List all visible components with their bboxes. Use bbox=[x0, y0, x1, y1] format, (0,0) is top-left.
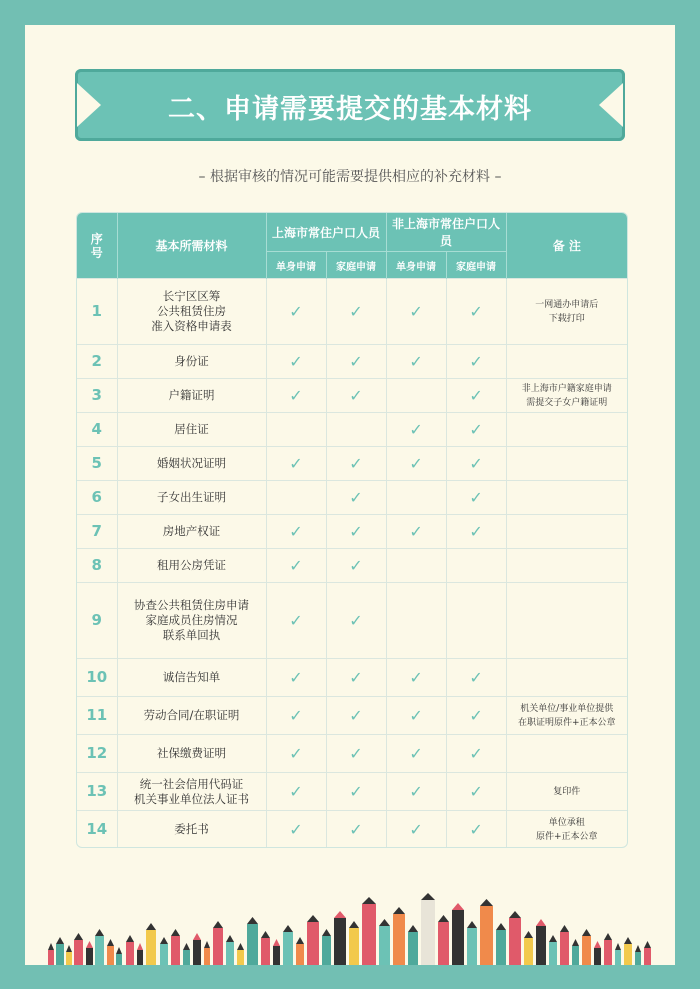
remark bbox=[506, 659, 627, 697]
material-name: 身份证 bbox=[117, 345, 266, 379]
check-nonresident-single bbox=[386, 583, 446, 659]
check-nonresident-family bbox=[446, 735, 506, 773]
check-resident-single bbox=[266, 379, 326, 413]
skyline-roof bbox=[362, 897, 376, 904]
skyline-building bbox=[171, 936, 180, 965]
check-icon: ✓ bbox=[469, 522, 483, 541]
check-resident-single bbox=[266, 481, 326, 515]
remark: 复印件 bbox=[506, 773, 627, 811]
check-nonresident-single bbox=[386, 659, 446, 697]
skyline-building bbox=[273, 946, 280, 965]
check-nonresident-single bbox=[386, 345, 446, 379]
skyline-roof bbox=[283, 925, 293, 932]
check-icon: ✓ bbox=[349, 820, 363, 840]
skyline-roof bbox=[408, 925, 418, 932]
header-remark: 备 注 bbox=[506, 213, 627, 279]
material-name: 协查公共租赁住房申请 家庭成员住房情况 联系单回执 bbox=[117, 583, 266, 659]
materials-table-body bbox=[77, 279, 627, 849]
check-icon: ✓ bbox=[349, 611, 363, 630]
table-row bbox=[77, 549, 627, 583]
remark bbox=[506, 735, 627, 773]
check-nonresident-family bbox=[446, 811, 506, 849]
skyline-roof bbox=[644, 941, 651, 948]
skyline-building bbox=[467, 928, 477, 965]
check-icon: ✓ bbox=[409, 522, 423, 541]
header-group-nonresident: 非上海市常住户口人员 bbox=[386, 213, 506, 252]
table-row bbox=[77, 279, 627, 345]
skyline-building bbox=[116, 954, 122, 965]
check-icon: ✓ bbox=[469, 386, 483, 405]
remark bbox=[506, 515, 627, 549]
check-nonresident-single bbox=[386, 811, 446, 849]
skyline-building bbox=[624, 944, 632, 965]
check-icon: ✓ bbox=[409, 782, 423, 801]
check-icon: ✓ bbox=[289, 556, 303, 575]
skyline-building bbox=[421, 900, 435, 965]
check-icon: ✓ bbox=[289, 782, 303, 801]
table-row bbox=[77, 345, 627, 379]
skyline-roof bbox=[322, 929, 331, 936]
check-icon: ✓ bbox=[349, 782, 363, 801]
table-row bbox=[77, 447, 627, 481]
skyline-roof bbox=[48, 943, 54, 950]
check-icon: ✓ bbox=[289, 744, 303, 763]
check-nonresident-single bbox=[386, 379, 446, 413]
check-icon: ✓ bbox=[409, 706, 423, 725]
skyline-building bbox=[283, 932, 293, 965]
material-name: 社保缴费证明 bbox=[117, 735, 266, 773]
check-icon: ✓ bbox=[409, 744, 423, 763]
table-row bbox=[77, 413, 627, 447]
skyline-roof bbox=[467, 921, 477, 928]
row-number: 10 bbox=[77, 659, 117, 697]
skyline-roof bbox=[560, 925, 569, 932]
check-icon: ✓ bbox=[469, 706, 483, 725]
table-row bbox=[77, 515, 627, 549]
skyline-building bbox=[549, 942, 557, 965]
check-icon: ✓ bbox=[469, 302, 483, 321]
row-number: 14 bbox=[77, 811, 117, 849]
skyline-building bbox=[137, 950, 143, 965]
header-family-resident: 家庭申请 bbox=[326, 252, 386, 279]
skyline-roof bbox=[594, 941, 601, 948]
check-resident-single bbox=[266, 583, 326, 659]
skyline-building bbox=[480, 906, 493, 965]
check-nonresident-family bbox=[446, 279, 506, 345]
remark bbox=[506, 345, 627, 379]
skyline-building bbox=[107, 946, 114, 965]
check-icon: ✓ bbox=[469, 488, 483, 507]
skyline-roof bbox=[116, 947, 122, 954]
check-icon: ✓ bbox=[349, 706, 363, 725]
skyline-roof bbox=[624, 937, 632, 944]
skyline-building bbox=[524, 938, 533, 965]
skyline-roof bbox=[582, 929, 591, 936]
check-nonresident-family bbox=[446, 659, 506, 697]
skyline-building bbox=[594, 948, 601, 965]
skyline-building bbox=[95, 936, 104, 965]
check-nonresident-family bbox=[446, 447, 506, 481]
row-number: 1 bbox=[77, 279, 117, 345]
check-icon: ✓ bbox=[409, 820, 423, 840]
material-name: 租用公房凭证 bbox=[117, 549, 266, 583]
material-name: 户籍证明 bbox=[117, 379, 266, 413]
check-resident-family bbox=[326, 413, 386, 447]
check-nonresident-family bbox=[446, 583, 506, 659]
page-title: 二、申请需要提交的基本材料 bbox=[168, 94, 532, 125]
row-number: 13 bbox=[77, 773, 117, 811]
city-skyline-illustration bbox=[40, 870, 660, 965]
check-resident-single bbox=[266, 447, 326, 481]
skyline-building bbox=[509, 918, 521, 965]
check-nonresident-single bbox=[386, 413, 446, 447]
check-icon: ✓ bbox=[469, 420, 483, 439]
skyline-building bbox=[408, 932, 418, 965]
skyline-building bbox=[615, 950, 621, 965]
remark: 非上海市户籍家庭申请 需提交子女户籍证明 bbox=[506, 379, 627, 413]
table-row bbox=[77, 379, 627, 413]
material-name: 子女出生证明 bbox=[117, 481, 266, 515]
skyline-building bbox=[48, 950, 54, 965]
row-number: 11 bbox=[77, 697, 117, 735]
skyline-roof bbox=[193, 933, 201, 940]
check-nonresident-single bbox=[386, 515, 446, 549]
check-resident-family bbox=[326, 583, 386, 659]
remark: 一网通办申请后 下载打印 bbox=[506, 279, 627, 345]
check-resident-family bbox=[326, 481, 386, 515]
skyline-building bbox=[261, 938, 270, 965]
skyline-building bbox=[226, 942, 234, 965]
skyline-building bbox=[379, 926, 390, 965]
table-row bbox=[77, 583, 627, 659]
check-icon: ✓ bbox=[349, 556, 363, 575]
skyline-roof bbox=[509, 911, 521, 918]
header-family-nonresident: 家庭申请 bbox=[446, 252, 506, 279]
check-nonresident-single bbox=[386, 481, 446, 515]
page-subtitle: – 根据审核的情况可能需要提供相应的补充材料 – bbox=[198, 169, 502, 185]
check-nonresident-family bbox=[446, 379, 506, 413]
header-material: 基本所需材料 bbox=[117, 213, 266, 279]
check-nonresident-single bbox=[386, 447, 446, 481]
skyline-building bbox=[452, 910, 464, 965]
skyline-building bbox=[393, 914, 405, 965]
row-number: 9 bbox=[77, 583, 117, 659]
row-number: 4 bbox=[77, 413, 117, 447]
check-nonresident-single bbox=[386, 773, 446, 811]
skyline-roof bbox=[549, 935, 557, 942]
row-number: 8 bbox=[77, 549, 117, 583]
check-icon: ✓ bbox=[349, 352, 363, 371]
skyline-building bbox=[334, 918, 346, 965]
skyline-building bbox=[160, 944, 168, 965]
skyline-roof bbox=[307, 915, 319, 922]
check-resident-family bbox=[326, 447, 386, 481]
skyline-building bbox=[349, 928, 359, 965]
skyline-roof bbox=[66, 945, 72, 952]
check-nonresident-single bbox=[386, 279, 446, 345]
check-resident-family bbox=[326, 659, 386, 697]
remark bbox=[506, 413, 627, 447]
skyline-roof bbox=[146, 923, 156, 930]
skyline-roof bbox=[536, 919, 546, 926]
skyline-building bbox=[66, 952, 72, 965]
skyline-roof bbox=[56, 937, 64, 944]
row-number: 6 bbox=[77, 481, 117, 515]
skyline-roof bbox=[524, 931, 533, 938]
materials-table bbox=[77, 213, 627, 848]
check-resident-single bbox=[266, 279, 326, 345]
skyline-building bbox=[237, 950, 244, 965]
check-nonresident-family bbox=[446, 481, 506, 515]
skyline-building bbox=[362, 904, 376, 965]
check-resident-family bbox=[326, 735, 386, 773]
skyline-roof bbox=[204, 941, 210, 948]
check-nonresident-family bbox=[446, 549, 506, 583]
skyline-building bbox=[86, 948, 93, 965]
remark bbox=[506, 481, 627, 515]
material-name: 诚信告知单 bbox=[117, 659, 266, 697]
table-row bbox=[77, 735, 627, 773]
skyline-roof bbox=[261, 931, 270, 938]
check-resident-family bbox=[326, 279, 386, 345]
remark bbox=[506, 549, 627, 583]
table-row bbox=[77, 811, 627, 849]
skyline-roof bbox=[183, 943, 190, 950]
title-banner bbox=[75, 69, 625, 141]
skyline-building bbox=[322, 936, 331, 965]
check-icon: ✓ bbox=[349, 488, 363, 507]
skyline-building bbox=[582, 936, 591, 965]
check-icon: ✓ bbox=[469, 744, 483, 763]
check-icon: ✓ bbox=[289, 611, 303, 630]
skyline-roof bbox=[237, 943, 244, 950]
check-nonresident-family bbox=[446, 773, 506, 811]
materials-table-container bbox=[76, 212, 628, 848]
material-name: 委托书 bbox=[117, 811, 266, 849]
skyline-roof bbox=[635, 945, 641, 952]
check-resident-family bbox=[326, 549, 386, 583]
check-nonresident-family bbox=[446, 413, 506, 447]
check-icon: ✓ bbox=[289, 386, 303, 405]
skyline-roof bbox=[480, 899, 493, 906]
check-resident-single bbox=[266, 345, 326, 379]
skyline-building bbox=[635, 952, 641, 965]
material-name: 婚姻状况证明 bbox=[117, 447, 266, 481]
check-icon: ✓ bbox=[469, 454, 483, 473]
material-name: 房地产权证 bbox=[117, 515, 266, 549]
check-icon: ✓ bbox=[349, 744, 363, 763]
header-seq-label: 序号 bbox=[90, 231, 103, 260]
check-resident-single bbox=[266, 413, 326, 447]
skyline-roof bbox=[107, 939, 114, 946]
skyline-building bbox=[644, 948, 651, 965]
table-row bbox=[77, 481, 627, 515]
check-nonresident-family bbox=[446, 697, 506, 735]
table-row bbox=[77, 697, 627, 735]
check-nonresident-single bbox=[386, 549, 446, 583]
material-name: 劳动合同/在职证明 bbox=[117, 697, 266, 735]
header-single-resident: 单身申请 bbox=[266, 252, 326, 279]
row-number: 7 bbox=[77, 515, 117, 549]
row-number: 12 bbox=[77, 735, 117, 773]
check-resident-family bbox=[326, 773, 386, 811]
skyline-building bbox=[204, 948, 210, 965]
skyline-building bbox=[296, 944, 304, 965]
check-nonresident-single bbox=[386, 697, 446, 735]
skyline-building bbox=[496, 930, 506, 965]
skyline-roof bbox=[379, 919, 390, 926]
skyline-roof bbox=[171, 929, 180, 936]
skyline-roof bbox=[226, 935, 234, 942]
check-resident-single bbox=[266, 549, 326, 583]
header-seq bbox=[77, 213, 117, 279]
check-icon: ✓ bbox=[409, 352, 423, 371]
table-row bbox=[77, 773, 627, 811]
check-icon: ✓ bbox=[409, 302, 423, 321]
row-number: 5 bbox=[77, 447, 117, 481]
skyline-building bbox=[560, 932, 569, 965]
skyline-roof bbox=[296, 937, 304, 944]
skyline-roof bbox=[438, 915, 449, 922]
check-icon: ✓ bbox=[349, 302, 363, 321]
check-resident-family bbox=[326, 379, 386, 413]
skyline-roof bbox=[247, 917, 258, 924]
skyline-roof bbox=[604, 933, 612, 940]
check-resident-single bbox=[266, 659, 326, 697]
check-icon: ✓ bbox=[349, 454, 363, 473]
skyline-roof bbox=[273, 939, 280, 946]
material-name: 居住证 bbox=[117, 413, 266, 447]
check-icon: ✓ bbox=[289, 454, 303, 473]
check-resident-single bbox=[266, 735, 326, 773]
skyline-building bbox=[213, 928, 223, 965]
skyline-roof bbox=[126, 935, 134, 942]
skyline-roof bbox=[421, 893, 435, 900]
table-row bbox=[77, 659, 627, 697]
material-name: 长宁区区筹 公共租赁住房 准入资格申请表 bbox=[117, 279, 266, 345]
skyline-building bbox=[438, 922, 449, 965]
row-number: 2 bbox=[77, 345, 117, 379]
check-resident-single bbox=[266, 773, 326, 811]
header-group-resident: 上海市常住户口人员 bbox=[266, 213, 386, 252]
check-icon: ✓ bbox=[349, 386, 363, 405]
check-icon: ✓ bbox=[289, 668, 303, 687]
check-icon: ✓ bbox=[349, 668, 363, 687]
skyline-building bbox=[56, 944, 64, 965]
remark bbox=[506, 447, 627, 481]
remark: 单位承租 原件+正本公章 bbox=[506, 811, 627, 849]
check-resident-family bbox=[326, 697, 386, 735]
skyline-building bbox=[247, 924, 258, 965]
check-icon: ✓ bbox=[469, 782, 483, 801]
check-icon: ✓ bbox=[409, 668, 423, 687]
check-icon: ✓ bbox=[349, 522, 363, 541]
remark: 机关单位/事业单位提供 在职证明原件+正本公章 bbox=[506, 697, 627, 735]
check-nonresident-family bbox=[446, 345, 506, 379]
header-single-nonresident: 单身申请 bbox=[386, 252, 446, 279]
check-icon: ✓ bbox=[409, 420, 423, 439]
skyline-roof bbox=[86, 941, 93, 948]
skyline-building bbox=[307, 922, 319, 965]
skyline-building bbox=[536, 926, 546, 965]
check-resident-family bbox=[326, 811, 386, 849]
skyline-roof bbox=[137, 943, 143, 950]
skyline-building bbox=[74, 940, 83, 965]
skyline-roof bbox=[349, 921, 359, 928]
check-nonresident-family bbox=[446, 515, 506, 549]
skyline-roof bbox=[74, 933, 83, 940]
skyline-roof bbox=[393, 907, 405, 914]
skyline-building bbox=[146, 930, 156, 965]
material-name: 统一社会信用代码证 机关事业单位法人证书 bbox=[117, 773, 266, 811]
skyline-roof bbox=[496, 923, 506, 930]
check-icon: ✓ bbox=[289, 522, 303, 541]
skyline-building bbox=[126, 942, 134, 965]
skyline-roof bbox=[334, 911, 346, 918]
skyline-building bbox=[572, 946, 579, 965]
check-icon: ✓ bbox=[469, 352, 483, 371]
remark bbox=[506, 583, 627, 659]
skyline-building bbox=[604, 940, 612, 965]
check-nonresident-single bbox=[386, 735, 446, 773]
check-icon: ✓ bbox=[469, 668, 483, 687]
check-icon: ✓ bbox=[289, 706, 303, 725]
skyline-roof bbox=[452, 903, 464, 910]
check-icon: ✓ bbox=[469, 820, 483, 840]
skyline-building bbox=[193, 940, 201, 965]
row-number: 3 bbox=[77, 379, 117, 413]
check-resident-single bbox=[266, 515, 326, 549]
check-resident-single bbox=[266, 811, 326, 849]
skyline-building bbox=[183, 950, 190, 965]
check-icon: ✓ bbox=[289, 820, 303, 840]
check-resident-family bbox=[326, 345, 386, 379]
skyline-roof bbox=[615, 943, 621, 950]
check-icon: ✓ bbox=[289, 302, 303, 321]
check-icon: ✓ bbox=[289, 352, 303, 371]
check-resident-family bbox=[326, 515, 386, 549]
skyline-roof bbox=[95, 929, 104, 936]
skyline-roof bbox=[160, 937, 168, 944]
skyline-roof bbox=[572, 939, 579, 946]
skyline-roof bbox=[213, 921, 223, 928]
check-icon: ✓ bbox=[409, 454, 423, 473]
check-resident-single bbox=[266, 697, 326, 735]
